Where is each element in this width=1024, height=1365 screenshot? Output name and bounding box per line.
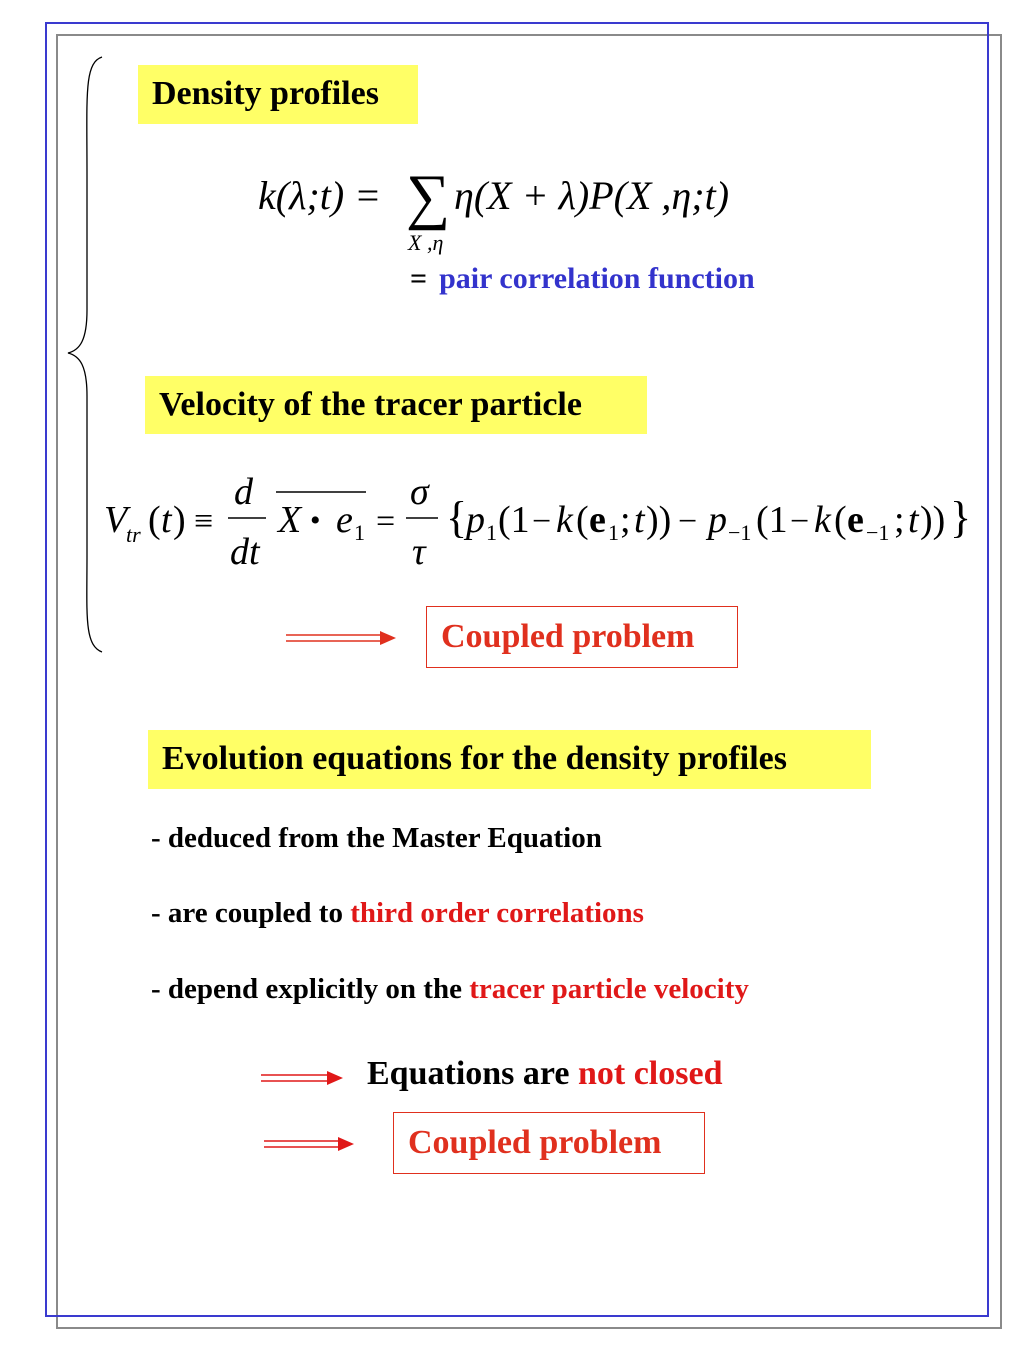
bullet3-prefix: - depend explicitly on the: [151, 973, 470, 1005]
svg-text:}: }: [950, 493, 972, 542]
pcf-equals: =: [410, 262, 428, 295]
heading-velocity: Velocity of the tracer particle: [145, 376, 647, 434]
svg-text:k: k: [556, 499, 573, 541]
bullet2-prefix: - are coupled to: [151, 897, 351, 929]
velocity-equation: [104, 470, 984, 570]
sum-subscript: X ,η: [408, 230, 444, 255]
coupled-problem-box-1: Coupled problem: [426, 606, 738, 668]
svg-text:V: V: [104, 499, 128, 541]
heading-evolution: Evolution equations for the density profiles: [148, 730, 871, 789]
bullet-tracer-velocity: [151, 973, 749, 1006]
bullet3-highlight: tracer particle velocity: [469, 973, 749, 1005]
double-arrow-icon: [261, 1070, 345, 1086]
double-arrow-icon: [286, 630, 398, 646]
svg-text:k: k: [814, 499, 831, 541]
svg-text:t: t: [634, 499, 645, 541]
conclusion-not-closed: [367, 1055, 722, 1093]
svg-text:e: e: [589, 499, 606, 541]
pcf-text: pair correlation function: [439, 262, 755, 295]
conclusion-highlight: not closed: [577, 1055, 723, 1092]
svg-text:τ: τ: [412, 531, 426, 570]
svg-text:p: p: [708, 499, 727, 541]
svg-text:−1: −1: [866, 520, 890, 545]
svg-text:(1: (1: [498, 499, 530, 541]
conclusion-prefix: Equations are: [367, 1055, 578, 1092]
bullet2-highlight: third order correlations: [350, 897, 644, 929]
svg-text:−1: −1: [728, 520, 752, 545]
svg-text:dt: dt: [230, 531, 260, 570]
svg-text:X: X: [278, 499, 302, 541]
svg-text:•: •: [310, 504, 321, 537]
bullet-master-equation: - deduced from the Master Equation: [151, 822, 602, 854]
svg-text:−: −: [790, 503, 810, 540]
bullet-third-order: [151, 897, 644, 930]
svg-text:1: 1: [486, 520, 497, 545]
density-equation-rhs: [454, 172, 729, 219]
svg-text:(: (: [148, 499, 161, 541]
svg-text:)): )): [646, 499, 672, 541]
pair-correlation-line: [410, 262, 755, 296]
sum-symbol: ∑: [406, 163, 451, 231]
svg-text:σ: σ: [410, 471, 429, 513]
svg-text:d: d: [234, 471, 253, 513]
density-equation: [258, 172, 381, 219]
svg-text:{: {: [446, 493, 468, 542]
svg-text:(: (: [834, 499, 847, 541]
svg-text:e: e: [336, 499, 353, 541]
svg-text:;: ;: [620, 499, 631, 541]
double-arrow-icon: [264, 1136, 356, 1152]
svg-text:=: =: [376, 503, 396, 540]
svg-text:tr: tr: [126, 522, 141, 547]
heading-density-profiles: Density profiles: [138, 65, 418, 124]
svg-text:): ): [173, 499, 186, 541]
svg-text:≡: ≡: [194, 503, 214, 540]
svg-text:1: 1: [354, 520, 365, 545]
svg-text:t: t: [908, 499, 919, 541]
svg-text:e: e: [847, 499, 864, 541]
svg-text:t: t: [161, 499, 172, 541]
density-equation-rhs-text: η(X + λ)P(X ,η;t): [454, 173, 730, 218]
svg-text:p: p: [466, 499, 485, 541]
svg-text:1: 1: [608, 520, 619, 545]
density-equation-lhs: k(λ;t) =: [258, 173, 382, 218]
svg-text:−: −: [532, 503, 552, 540]
svg-text:;: ;: [894, 499, 905, 541]
svg-text:(: (: [576, 499, 589, 541]
svg-text:(1: (1: [756, 499, 788, 541]
svg-text:−: −: [678, 503, 698, 540]
coupled-problem-box-2: Coupled problem: [393, 1112, 705, 1174]
svg-text:)): )): [920, 499, 946, 541]
